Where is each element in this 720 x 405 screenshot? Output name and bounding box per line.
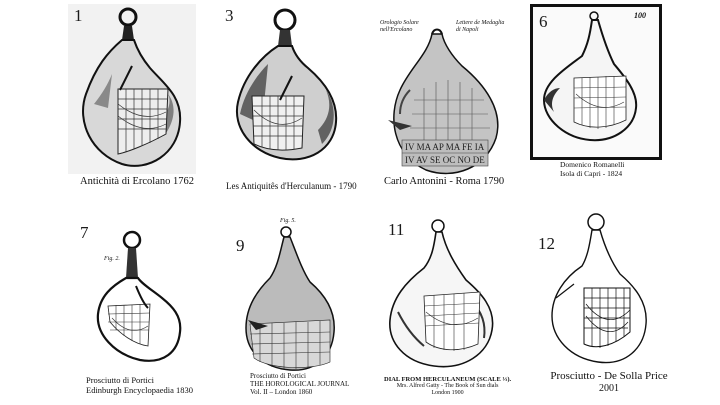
figure-9 (230, 212, 360, 405)
figure-number: 6 (539, 12, 548, 31)
month-row-1: IV MA AP MA FE IA (405, 142, 485, 152)
figure-11 (376, 212, 526, 405)
ham-sundial-drawing (370, 4, 520, 194)
figure-6 (530, 4, 660, 184)
figure-number: 1 (74, 6, 83, 25)
figure-number: 11 (388, 220, 405, 239)
figure-1 (68, 4, 198, 194)
figure-number: 7 (80, 223, 89, 242)
sheet-label: 100 (634, 11, 646, 20)
figure-caption: Domenico Romanelli Isola di Capri - 1824 (560, 160, 625, 178)
headnote-right: Lettere de Medaglia di Napoli (456, 20, 505, 33)
figure-antonini (370, 4, 520, 194)
ham-sundial-drawing (530, 4, 660, 184)
ham-sundial-drawing (222, 4, 362, 194)
figure-caption: Prosciutto - De Solla Price 2001 (550, 370, 668, 394)
ham-sundial-drawing (68, 4, 198, 194)
month-row-2: IV AV SE OC NO DE (405, 155, 485, 165)
figure-caption: Antichità di Ercolano 1762 (80, 176, 195, 187)
figure-caption: Carlo Antonini - Roma 1790 (384, 176, 505, 187)
figure-caption: Prosciutto di Portici THE HOROLOGICAL JOURNAL Vol. II – London 1860 (250, 372, 350, 397)
figure-number: 3 (225, 6, 234, 25)
headnote-left: Orologio Solare nell'Ercolano (380, 20, 419, 33)
figure-number: 12 (538, 234, 555, 253)
figure-caption: Prosciutto di Portici Edinburgh Encyclopaedia 1830 (86, 375, 194, 395)
figure-label: Fig. 5. (280, 218, 296, 224)
figure-caption: DIAL FROM HERCULANEUM (SCALE ⅓). Mrs. Alfred Gatty - The Book of Sun dials London 1900 (384, 376, 512, 397)
figure-3 (222, 4, 362, 194)
figure-12 (534, 212, 684, 405)
figure-7 (78, 222, 228, 402)
figure-label: Fig. 2. (104, 256, 120, 262)
figure-caption: Les Antiquitês d'Herculanum - 1790 (226, 181, 357, 191)
figure-number: 9 (236, 236, 245, 255)
